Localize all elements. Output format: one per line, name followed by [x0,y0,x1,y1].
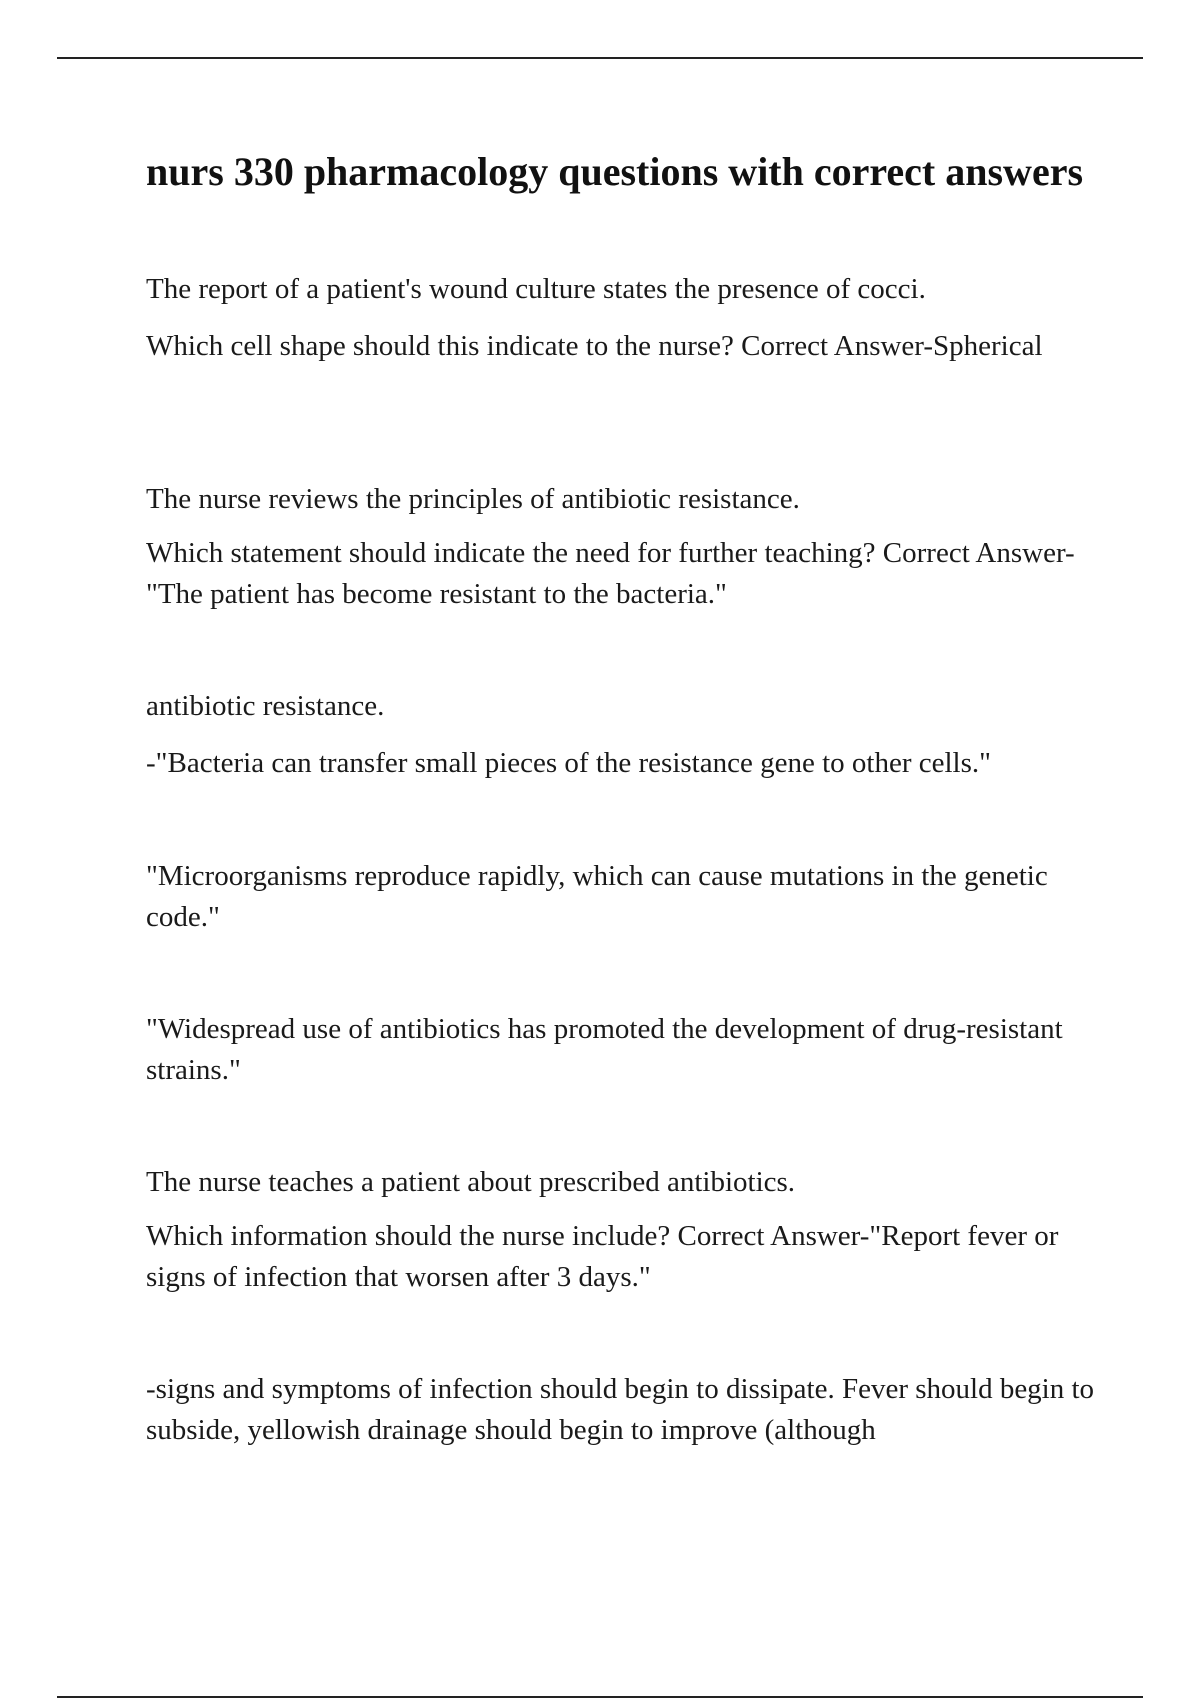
paragraph: -signs and symptoms of infection should begin to dissipate. Fever should begin to subside, yellowish drainage should begin to improve (although [146,1373,1095,1446]
paragraph: "Widespread use of antibiotics has promoted the development of drug-resistant strains." [146,1013,1063,1086]
page-title: nurs 330 pharmacology questions with correct answers [146,149,1084,194]
page-bottom-rule [57,1696,1143,1698]
paragraph: -"Bacteria can transfer small pieces of the resistance gene to other cells." [146,747,991,779]
document-body [146,145,1106,1446]
paragraph: The nurse teaches a patient about prescribed antibiotics. [146,1166,796,1198]
paragraph: Which information should the nurse include? Correct Answer-"Report fever or signs of infection that worsen after 3 days." [146,1220,1059,1293]
paragraph: Which statement should indicate the need for further teaching? Correct Answer-"The patient has become resistant to the bacteria." [146,537,1075,610]
paragraph: The report of a patient's wound culture states the presence of cocci. [146,273,926,305]
paragraph: "Microorganisms reproduce rapidly, which can cause mutations in the genetic code." [146,860,1048,933]
page-top-rule [57,57,1143,59]
paragraph: antibiotic resistance. [146,690,385,722]
paragraph: The nurse reviews the principles of antibiotic resistance. [146,483,800,515]
paragraph: Which cell shape should this indicate to the nurse? Correct Answer-Spherical [146,330,1043,362]
